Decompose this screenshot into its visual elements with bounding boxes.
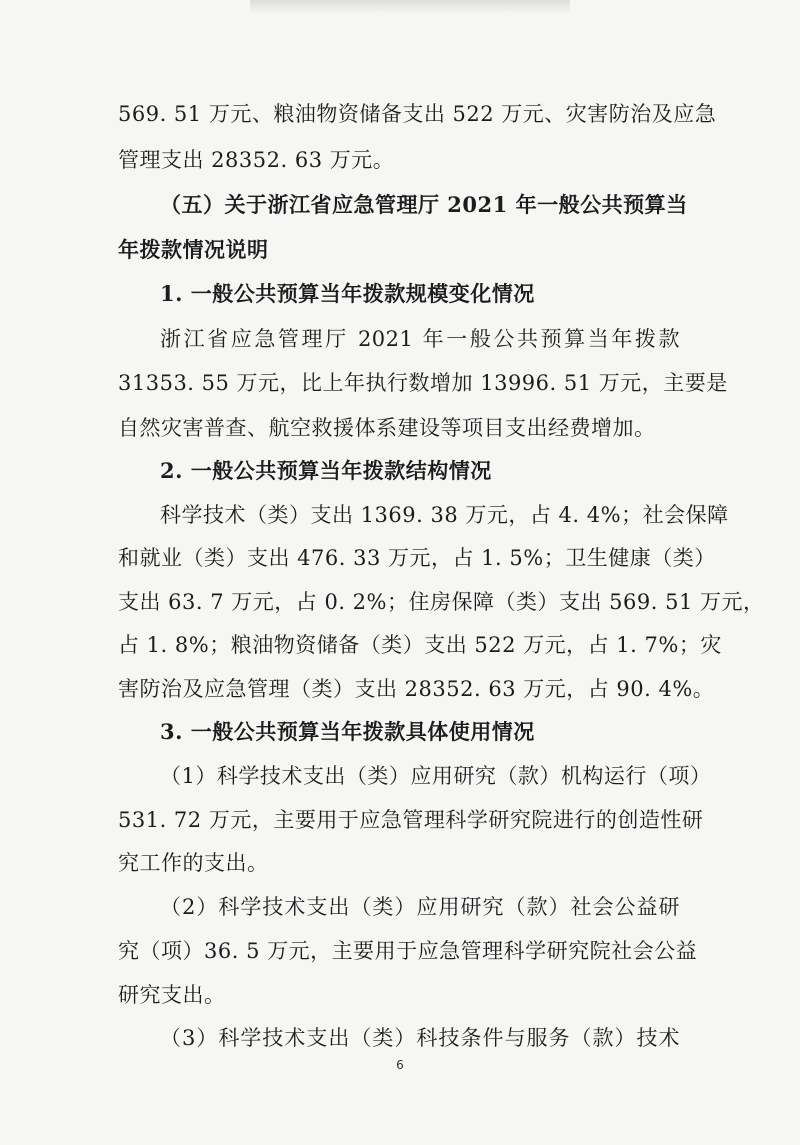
text-line: 占 1. 8%；粮油物资储备（类）支出 522 万元，占 1. 7%；灾 [118,633,722,657]
text-line: 科学技术（类）支出 1369. 38 万元，占 4. 4%；社会保障 [160,503,729,527]
text-line: 管理支出 28352. 63 万元。 [118,148,395,172]
text-line: 浙江省应急管理厅 2021 年一般公共预算当年拨款 [160,327,680,351]
text-line: 自然灾害普查、航空救援体系建设等项目支出经费增加。 [118,416,656,440]
text-line: 31353. 55 万元，比上年执行数增加 13996. 51 万元，主要是 [118,371,728,395]
text-line: 531. 72 万元，主要用于应急管理科学研究院进行的创造性研 [118,808,704,832]
subsection-heading: 3. 一般公共预算当年拨款具体使用情况 [160,719,535,744]
text-line: 害防治及应急管理（类）支出 28352. 63 万元，占 90. 4%。 [118,677,715,701]
text-line: （2）科学技术支出（类）应用研究（款）社会公益研 [160,895,680,919]
text-line: （3）科学技术支出（类）科技条件与服务（款）技术 [160,1026,680,1050]
text-line: 569. 51 万元、粮油物资储备支出 522 万元、灾害防治及应急 [118,102,717,126]
text-line: 究（项）36. 5 万元，主要用于应急管理科学研究院社会公益 [118,939,698,963]
subsection-heading: 2. 一般公共预算当年拨款结构情况 [160,458,492,483]
page-number: 6 [396,1058,404,1072]
scan-shadow [250,0,570,14]
text-line: 研究支出。 [118,983,226,1007]
section-heading: 年拨款情况说明 [118,237,269,262]
text-line: 和就业（类）支出 476. 33 万元，占 1. 5%；卫生健康（类） [118,546,716,570]
text-line: 支出 63. 7 万元，占 0. 2%；住房保障（类）支出 569. 51 万元， [118,590,765,614]
section-heading: （五）关于浙江省应急管理厅 2021 年一般公共预算当 [160,192,688,217]
text-line: 究工作的支出。 [118,851,269,875]
subsection-heading: 1. 一般公共预算当年拨款规模变化情况 [160,281,535,306]
text-line: （1）科学技术支出（类）应用研究（款）机构运行（项） [160,764,712,788]
